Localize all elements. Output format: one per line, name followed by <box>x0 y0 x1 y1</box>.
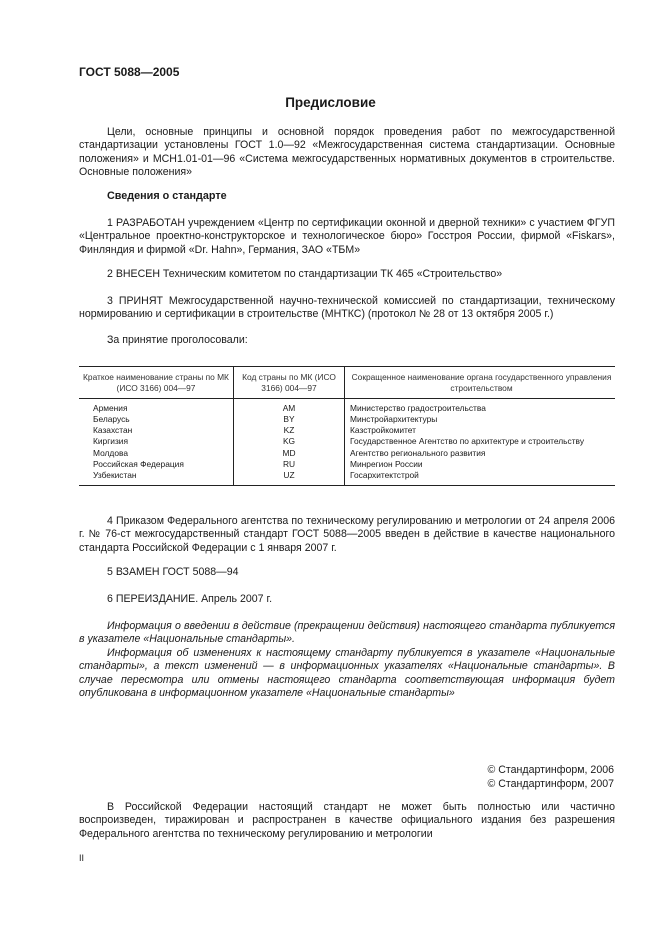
code-cell: AM <box>234 398 345 414</box>
country-cell: Киргизия <box>93 436 129 447</box>
org-cell: Государственное Агентство по архитектуре и строительству <box>345 436 616 447</box>
table-header-row <box>79 367 615 399</box>
table-row <box>79 459 615 470</box>
code-cell: RU <box>234 459 345 470</box>
item-1-paragraph: 1 РАЗРАБОТАН учреждением «Центр по сертификации оконной и дверной техники» с участием ФГУП «Центральное проектно-конструкторское и технологическое бюро» Госстроя России, фирмой «Fiskars», Финляндия и фирмой «Dr. Hahn», Германия, ЗАО «ТБМ» <box>79 217 615 256</box>
info-changes-paragraph: Информация об изменениях к настоящему стандарту публикуется в указателе «Национальные стандарты», а текст изменений — в информационных указателях «Национальные стандарты». В случае пересмотра или отмены настоящего стандарта соответствующая информация будет опубликована в информационном указателе «Национальные стандарты» <box>79 647 615 700</box>
page-title: Предисловие <box>285 95 376 110</box>
country-cell: Узбекистан <box>79 470 234 485</box>
item-2-paragraph: 2 ВНЕСЕН Техническим комитетом по стандартизации ТК 465 «Строительство» <box>107 268 503 280</box>
table-row <box>79 425 615 436</box>
org-cell: Госархитектстрой <box>345 470 616 485</box>
country-cell: Беларусь <box>93 413 130 424</box>
org-cell: Агентство регионального развития <box>345 448 616 459</box>
legal-notice: В Российской Федерации настоящий стандарт не может быть полностью или частично воспроизведен, тиражирован и распространен в качестве официального издания без разрешения Федерального агентства по техническому регулированию и метрологии <box>79 801 615 840</box>
page-number: II <box>79 853 85 863</box>
intro-paragraph: Цели, основные принципы и основной порядок проведения работ по межгосударственной стандартизации установлены ГОСТ 1.0—92 «Межгосударственная система стандартизации. Основные положения» и МСН1.01-01—96 «Система межгосударственных нормативных документов в строительстве. Основные положения» <box>79 126 615 179</box>
col-header-country: Краткое наименование страны по МК (ИСО 3166) 004—97 <box>79 367 234 399</box>
item-6-paragraph: 6 ПЕРЕИЗДАНИЕ. Апрель 2007 г. <box>107 593 273 605</box>
country-cell: Армения <box>93 402 128 413</box>
code-cell: KG <box>234 436 345 447</box>
item-3-paragraph: 3 ПРИНЯТ Межгосударственной научно-технической комиссией по стандартизации, техническому нормированию и сертификации в строительстве (МНТКС) (протокол № 28 от 13 октября 2005 г.) <box>79 295 615 321</box>
country-cell: Российская Федерация <box>93 459 184 470</box>
info-publication-paragraph: Информация о введении в действие (прекращении действия) настоящего стандарта публикуется в указателе «Национальные стандарты». <box>79 620 615 646</box>
voting-table <box>79 366 615 486</box>
code-cell: MD <box>234 448 345 459</box>
copyright-2007: © Стандартинформ, 2007 <box>487 778 614 790</box>
col-header-code: Код страны по МК (ИСО 3166) 004—97 <box>234 367 345 399</box>
org-cell: Министерство градостроительства <box>345 398 616 414</box>
table-row <box>79 414 615 425</box>
country-cell: Молдова <box>93 447 128 458</box>
table-row <box>79 398 615 414</box>
code-cell: UZ <box>234 470 345 485</box>
table-row <box>79 436 615 447</box>
code-cell: BY <box>234 414 345 425</box>
item-5-paragraph: 5 ВЗАМЕН ГОСТ 5088—94 <box>107 566 239 578</box>
code-cell: KZ <box>234 425 345 436</box>
org-cell: Минстройархитектуры <box>345 414 616 425</box>
document-code-header: ГОСТ 5088—2005 <box>79 65 180 79</box>
table-row <box>79 448 615 459</box>
item-4-paragraph: 4 Приказом Федерального агентства по техническому регулированию и метрологии от 24 апреля 2006 г. № 76-ст межгосударственный стандарт ГОСТ 5088—2005 введен в действие в качестве национального стандарта Российской Федерации с 1 января 2007 г. <box>79 515 615 554</box>
copyright-2006: © Стандартинформ, 2006 <box>487 764 614 776</box>
table-row <box>79 470 615 485</box>
section-heading: Сведения о стандарте <box>107 190 227 202</box>
vote-intro: За принятие проголосовали: <box>107 334 248 346</box>
org-cell: Казстройкомитет <box>345 425 616 436</box>
org-cell: Минрегион России <box>345 459 616 470</box>
col-header-organization: Сокращенное наименование органа государственного управления строительством <box>345 367 616 399</box>
country-cell: Казахстан <box>93 425 133 436</box>
